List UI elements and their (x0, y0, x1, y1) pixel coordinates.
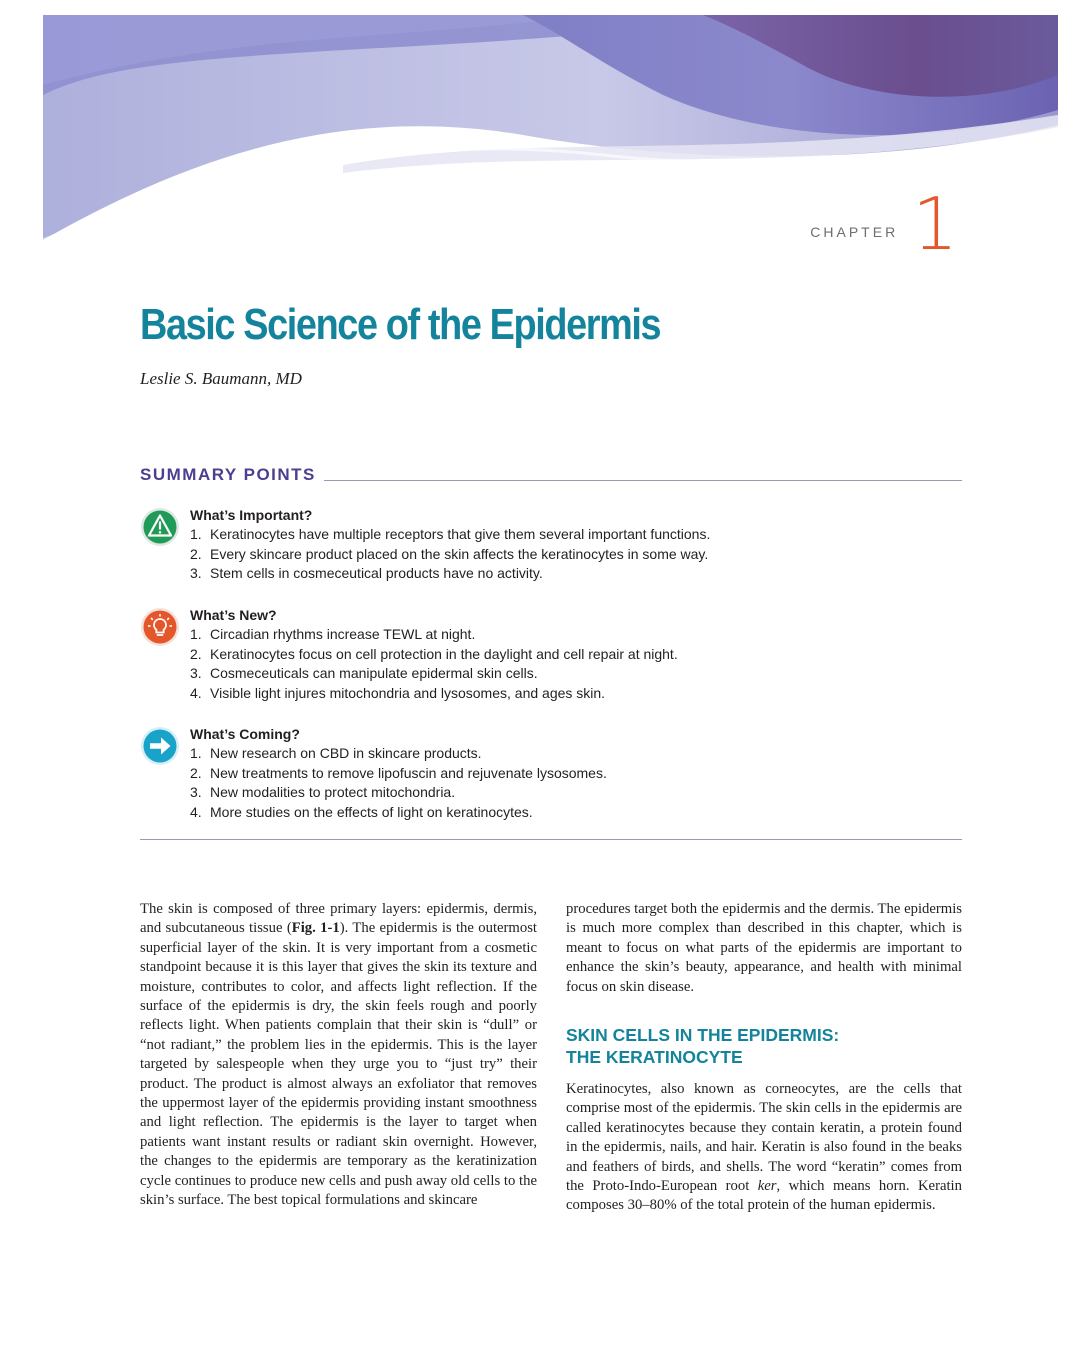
chapter-label: CHAPTER (810, 224, 899, 240)
summary-points-heading (140, 465, 962, 485)
summary-group-title: What’s Important? (190, 507, 313, 523)
list-item: 3. Cosmeceuticals can manipulate epidermal skin cells. (190, 665, 538, 682)
author-byline: Leslie S. Baumann, MD (140, 369, 302, 388)
arrow-right-icon (140, 726, 180, 766)
body-column-left (140, 900, 537, 1211)
summary-group-title: What’s New? (190, 607, 277, 623)
summary-heading-text: SUMMARY POINTS (140, 465, 316, 484)
figure-reference: Fig. 1-1 (291, 920, 340, 937)
list-item: 3. New modalities to protect mitochondria. (190, 784, 456, 801)
body-column-right (566, 900, 962, 1216)
body-paragraph: procedures target both the epidermis and the dermis. The epidermis is much more complex than described in this chapter, which is meant to focus on what parts of the epidermis are important to enhance the skin’s beauty, appearance, and health with minimal focus on skin disease. (566, 901, 962, 995)
section-heading: SKIN CELLS IN THE EPIDERMIS: THE KERATINOCYTE (566, 1025, 840, 1068)
list-item: 1. Keratinocytes have multiple receptors that give them several important functions. (190, 526, 711, 542)
chapter-number: 1 (912, 182, 958, 266)
list-item: 1. New research on CBD in skincare products. (190, 745, 482, 761)
list-item: 2. New treatments to remove lipofuscin and rejuvenate lysosomes. (190, 764, 607, 781)
emphasis-term: ker (757, 1178, 777, 1195)
summary-group-title: What’s Coming? (190, 726, 300, 742)
list-item: 3. Stem cells in cosmeceutical products have no activity. (190, 565, 543, 582)
summary-bottom-rule (140, 839, 962, 840)
list-item: 2. Every skincare product placed on the skin affects the keratinocytes in some way. (190, 545, 709, 562)
body-paragraph: The skin is composed of three primary layers: epidermis, dermis, and subcutaneous tissue (Fig. 1-1). The epidermis is the outermost superficial layer of the skin. It is very important from a cosmetic standpoint because it is this layer that gives the skin its texture and moisture, contributes to color, and affects light reflection. If the surface of the epidermis is dry, the skin feels rough and poorly reflects light. When patients complain that their skin is “dull” or “not radiant,” the problem lies in the epidermis. This is the layer targeted by salespeople when they urge you to “just try” their product. The product is almost always an exfoliator that removes the uppermost layer of the epidermis providing instant smoothness and light reflection. The epidermis is the layer to target when patients want instant results or radiant skin overnight. However, the changes to the epidermis are temporary as the keratinization cycle continues to produce new cells and push away old cells to the skin’s surface. The best topical formulations and skincare (140, 901, 537, 1209)
list-item: 4. Visible light injures mitochondria and lysosomes, and ages skin. (190, 685, 606, 702)
chapter-marker (810, 182, 958, 266)
body-paragraph: Keratinocytes, also known as corneocytes, are the cells that comprise most of the epidermis. The skin cells in the epidermis are called keratinocytes because they contain keratin, a protein found in the epidermis, nails, and hair. Keratin is also found in the beaks and feathers of birds, and shells. The word “keratin” comes from the Proto-Indo-European root ker, which means horn. Keratin composes 30–80% of the total protein of the human epidermis. (566, 1081, 962, 1214)
list-item: 4. More studies on the effects of light on keratinocytes. (190, 804, 533, 821)
list-item: 1. Circadian rhythms increase TEWL at night. (190, 626, 476, 642)
page-title: Basic Science of the Epidermis (140, 300, 661, 349)
lightbulb-icon (140, 607, 180, 647)
warning-icon (140, 507, 180, 547)
summary-heading-rule (324, 480, 962, 481)
list-item: 2. Keratinocytes focus on cell protection in the daylight and cell repair at night. (190, 645, 678, 662)
